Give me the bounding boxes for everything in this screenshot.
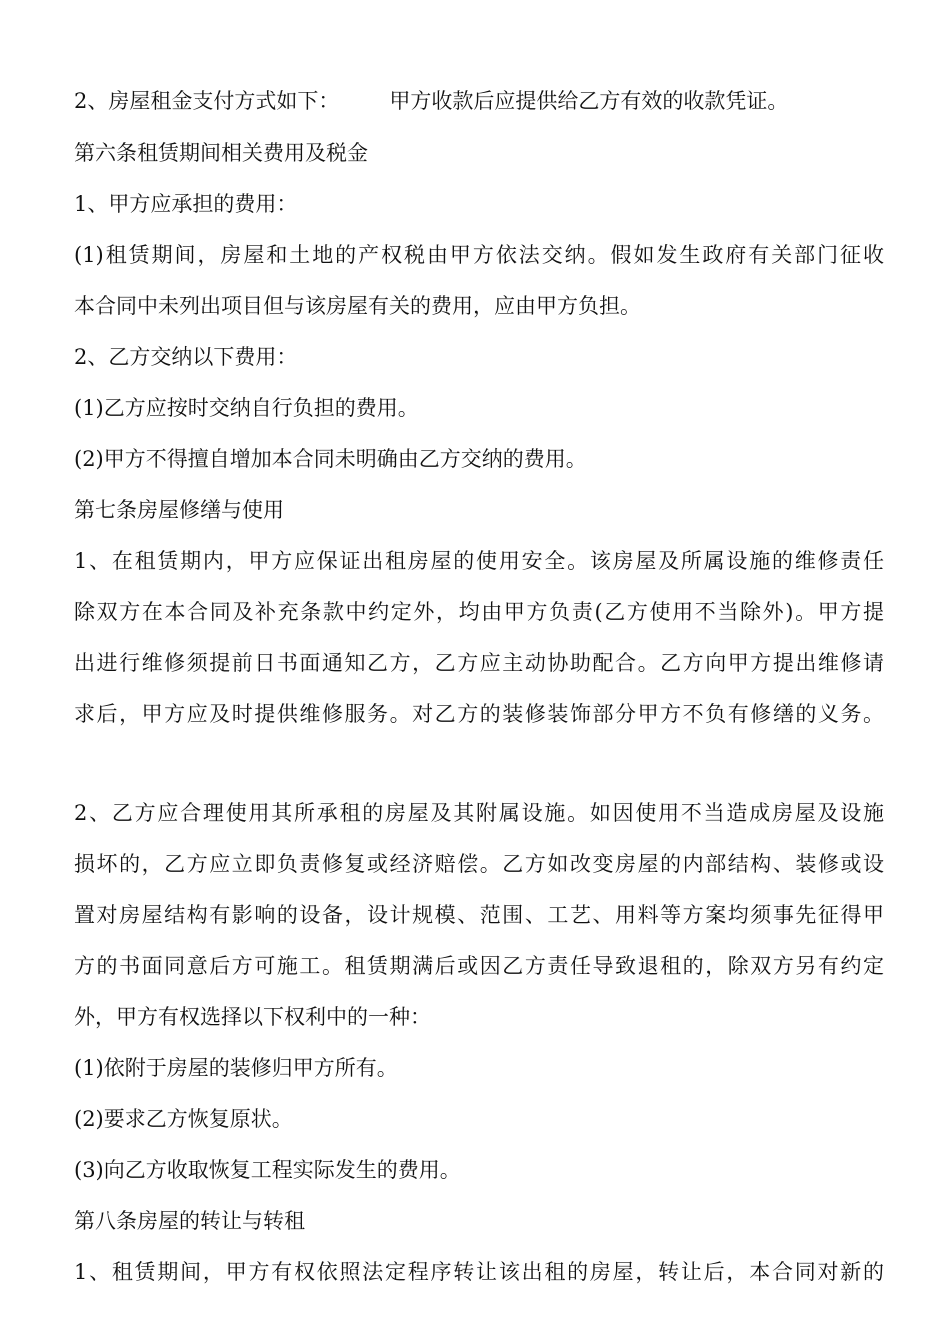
clause-8-1-line-1: 1、租赁期间，甲方有权依照法定程序转让该出租的房屋，转让后，本合同对新的 (74, 1260, 884, 1284)
clause-6-2-item-1: (1)乙方应按时交纳自行负担的费用。 (74, 396, 419, 420)
clause-6-2-item-2: (2)甲方不得擅自增加本合同未明确由乙方交纳的费用。 (74, 447, 587, 471)
clause-7-2-item-3: (3)向乙方收取恢复工程实际发生的费用。 (74, 1158, 461, 1182)
clause-6-1: 1、甲方应承担的费用： (74, 192, 298, 216)
clause-6-2: 2、乙方交纳以下费用： (74, 345, 298, 369)
clause-7-2-line-4: 方的书面同意后方可施工。租赁期满后或因乙方责任导致退租的，除双方另有约定 (74, 954, 884, 978)
clause-7-1-line-4: 求后，甲方应及时提供维修服务。对乙方的装修装饰部分甲方不负有修缮的义务。 (74, 702, 884, 726)
clause-7-1-line-3: 出进行维修须提前日书面通知乙方，乙方应主动协助配合。乙方向甲方提出维修请 (74, 651, 884, 675)
clause-7-2-line-3: 置对房屋结构有影响的设备，设计规模、范围、工艺、用料等方案均须事先征得甲 (74, 903, 884, 927)
clause-6-1-item-1: (1)租赁期间，房屋和土地的产权税由甲方依法交纳。假如发生政府有关部门征收 (74, 243, 884, 267)
clause-7-1-line-2: 除双方在本合同及补充条款中约定外，均由甲方负责(乙方使用不当除外)。甲方提 (74, 600, 884, 624)
clause-7-1-line-1: 1、在租赁期内，甲方应保证出租房屋的使用安全。该房屋及所属设施的维修责任 (74, 549, 884, 573)
clause-7-2-line-1: 2、乙方应合理使用其所承租的房屋及其附属设施。如因使用不当造成房屋及设施 (74, 801, 884, 825)
payment-method-label: 2、房屋租金支付方式如下： (74, 89, 340, 113)
clause-6-1-item-1-cont: 本合同中未列出项目但与该房屋有关的费用，应由甲方负担。 (74, 294, 641, 318)
clause-7-2-item-1: (1)依附于房屋的装修归甲方所有。 (74, 1056, 398, 1080)
payment-method-line (74, 86, 884, 116)
article-6-heading: 第六条租赁期间相关费用及税金 (74, 141, 368, 165)
clause-7-2-line-2: 损坏的，乙方应立即负责修复或经济赔偿。乙方如改变房屋的内部结构、装修或设 (74, 852, 884, 876)
article-7-heading: 第七条房屋修缮与使用 (74, 498, 284, 522)
article-8-heading: 第八条房屋的转让与转租 (74, 1209, 305, 1233)
payment-receipt-text: 甲方收款后应提供给乙方有效的收款凭证。 (389, 89, 789, 113)
clause-7-2-item-2: (2)要求乙方恢复原状。 (74, 1107, 293, 1131)
clause-7-2-line-5: 外，甲方有权选择以下权利中的一种： (74, 1005, 431, 1029)
